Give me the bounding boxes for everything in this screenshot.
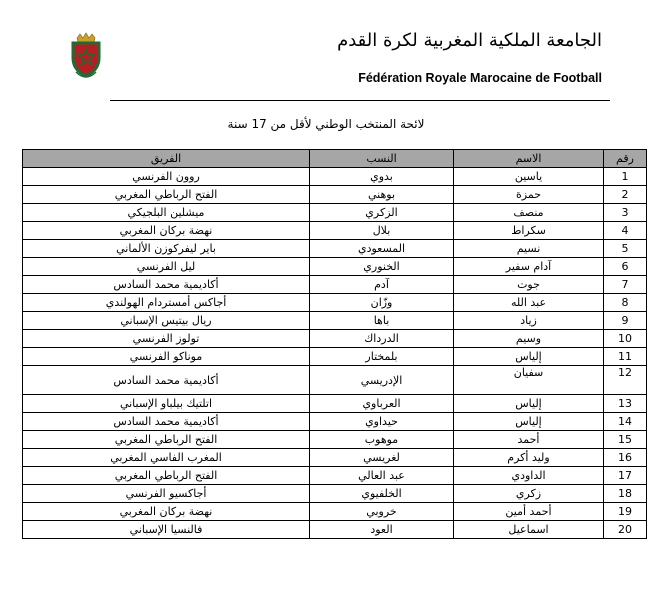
player-club: ريال بيتيس الإسباني <box>23 312 310 330</box>
player-number: 6 <box>604 258 647 276</box>
player-number: 7 <box>604 276 647 294</box>
header-divider <box>110 100 610 101</box>
player-club: فالنسيا الإسباني <box>23 521 310 539</box>
table-row <box>23 413 647 431</box>
document-title: لائحة المنتخب الوطني لأقل من 17 سنة <box>227 117 425 131</box>
player-club: أكاديمية محمد السادس <box>23 366 310 395</box>
player-last-name: خروبي <box>310 503 454 521</box>
player-club: أكاديمية محمد السادس <box>23 413 310 431</box>
player-number: 10 <box>604 330 647 348</box>
player-number: 17 <box>604 467 647 485</box>
player-last-name: وزّان <box>310 294 454 312</box>
player-first-name: سكراط <box>454 222 604 240</box>
player-number: 8 <box>604 294 647 312</box>
player-club: تولوز الفرنسي <box>23 330 310 348</box>
federation-name-arabic: الجامعة الملكية المغربية لكرة القدم <box>337 30 602 51</box>
table-row <box>23 395 647 413</box>
table-row <box>23 258 647 276</box>
player-last-name: الزكري <box>310 204 454 222</box>
player-first-name: أحمد <box>454 431 604 449</box>
player-last-name: الخلفيوي <box>310 485 454 503</box>
player-last-name: العود <box>310 521 454 539</box>
player-number: 11 <box>604 348 647 366</box>
player-club: ليل الفرنسي <box>23 258 310 276</box>
player-club: الفتح الرباطي المغربي <box>23 186 310 204</box>
player-last-name: بلمختار <box>310 348 454 366</box>
player-club: نهضة بركان المغربي <box>23 222 310 240</box>
player-first-name: منصف <box>454 204 604 222</box>
table-row <box>23 222 647 240</box>
player-last-name: باها <box>310 312 454 330</box>
player-number: 20 <box>604 521 647 539</box>
player-last-name: بلال <box>310 222 454 240</box>
player-first-name: جوت <box>454 276 604 294</box>
column-header-last-name: النسب <box>310 150 454 168</box>
player-club: أجاكسيو الفرنسي <box>23 485 310 503</box>
player-first-name: إلياس <box>454 348 604 366</box>
player-last-name: الدرداك <box>310 330 454 348</box>
player-first-name: زكري <box>454 485 604 503</box>
player-first-name: سفيان <box>454 366 604 395</box>
table-row <box>23 294 647 312</box>
player-first-name: أحمد أمين <box>454 503 604 521</box>
table-row <box>23 521 647 539</box>
table-header-row <box>23 150 647 168</box>
player-last-name: العرباوي <box>310 395 454 413</box>
table-row <box>23 485 647 503</box>
federation-name-french: Fédération Royale Marocaine de Football <box>358 71 602 85</box>
player-number: 1 <box>604 168 647 186</box>
player-last-name: بوهني <box>310 186 454 204</box>
player-club: أكاديمية محمد السادس <box>23 276 310 294</box>
player-number: 4 <box>604 222 647 240</box>
table-row <box>23 366 647 395</box>
table-row <box>23 312 647 330</box>
column-header-first-name: الاسم <box>454 150 604 168</box>
squad-table <box>22 149 647 539</box>
player-last-name: موهوب <box>310 431 454 449</box>
table-row <box>23 240 647 258</box>
player-number: 2 <box>604 186 647 204</box>
player-last-name: آدم <box>310 276 454 294</box>
player-last-name: الخنوري <box>310 258 454 276</box>
table-row <box>23 186 647 204</box>
player-club: موناكو الفرنسي <box>23 348 310 366</box>
table-row <box>23 348 647 366</box>
player-number: 15 <box>604 431 647 449</box>
player-number: 3 <box>604 204 647 222</box>
player-first-name: ياسين <box>454 168 604 186</box>
player-first-name: زياد <box>454 312 604 330</box>
player-number: 16 <box>604 449 647 467</box>
player-first-name: وسيم <box>454 330 604 348</box>
player-first-name: نسيم <box>454 240 604 258</box>
player-first-name: وليد أكرم <box>454 449 604 467</box>
player-number: 14 <box>604 413 647 431</box>
player-club: أجاكس أمستردام الهولندي <box>23 294 310 312</box>
player-number: 19 <box>604 503 647 521</box>
player-club: نهضة بركان المغربي <box>23 503 310 521</box>
player-club: اتلتيك بيلباو الإسباني <box>23 395 310 413</box>
player-number: 18 <box>604 485 647 503</box>
column-header-number: رقم <box>604 150 647 168</box>
player-first-name: عبد الله <box>454 294 604 312</box>
table-row <box>23 204 647 222</box>
table-row <box>23 431 647 449</box>
player-club: المغرب الفاسي المغربي <box>23 449 310 467</box>
player-last-name: عبد العالي <box>310 467 454 485</box>
player-number: 12 <box>604 366 647 395</box>
player-last-name: بدوي <box>310 168 454 186</box>
column-header-club: الفريق <box>23 150 310 168</box>
player-club: روون الفرنسي <box>23 168 310 186</box>
table-row <box>23 449 647 467</box>
table-row <box>23 503 647 521</box>
player-last-name: الإدريسي <box>310 366 454 395</box>
player-first-name: حمزة <box>454 186 604 204</box>
table-row <box>23 330 647 348</box>
player-first-name: إلياس <box>454 413 604 431</box>
player-last-name: حيداوي <box>310 413 454 431</box>
table-row <box>23 276 647 294</box>
player-club: باير ليفركوزن الألماني <box>23 240 310 258</box>
table-row <box>23 467 647 485</box>
player-number: 5 <box>604 240 647 258</box>
player-number: 9 <box>604 312 647 330</box>
player-last-name: المسعودي <box>310 240 454 258</box>
federation-crest-icon <box>68 32 104 78</box>
table-body <box>23 168 647 539</box>
player-number: 13 <box>604 395 647 413</box>
table-row <box>23 168 647 186</box>
player-first-name: اسماعيل <box>454 521 604 539</box>
player-club: الفتح الرباطي المغربي <box>23 467 310 485</box>
player-club: ميشلين البلجيكي <box>23 204 310 222</box>
player-club: الفتح الرباطي المغربي <box>23 431 310 449</box>
player-first-name: الداودي <box>454 467 604 485</box>
player-first-name: إلياس <box>454 395 604 413</box>
player-first-name: آدام سفير <box>454 258 604 276</box>
player-last-name: لغريسي <box>310 449 454 467</box>
